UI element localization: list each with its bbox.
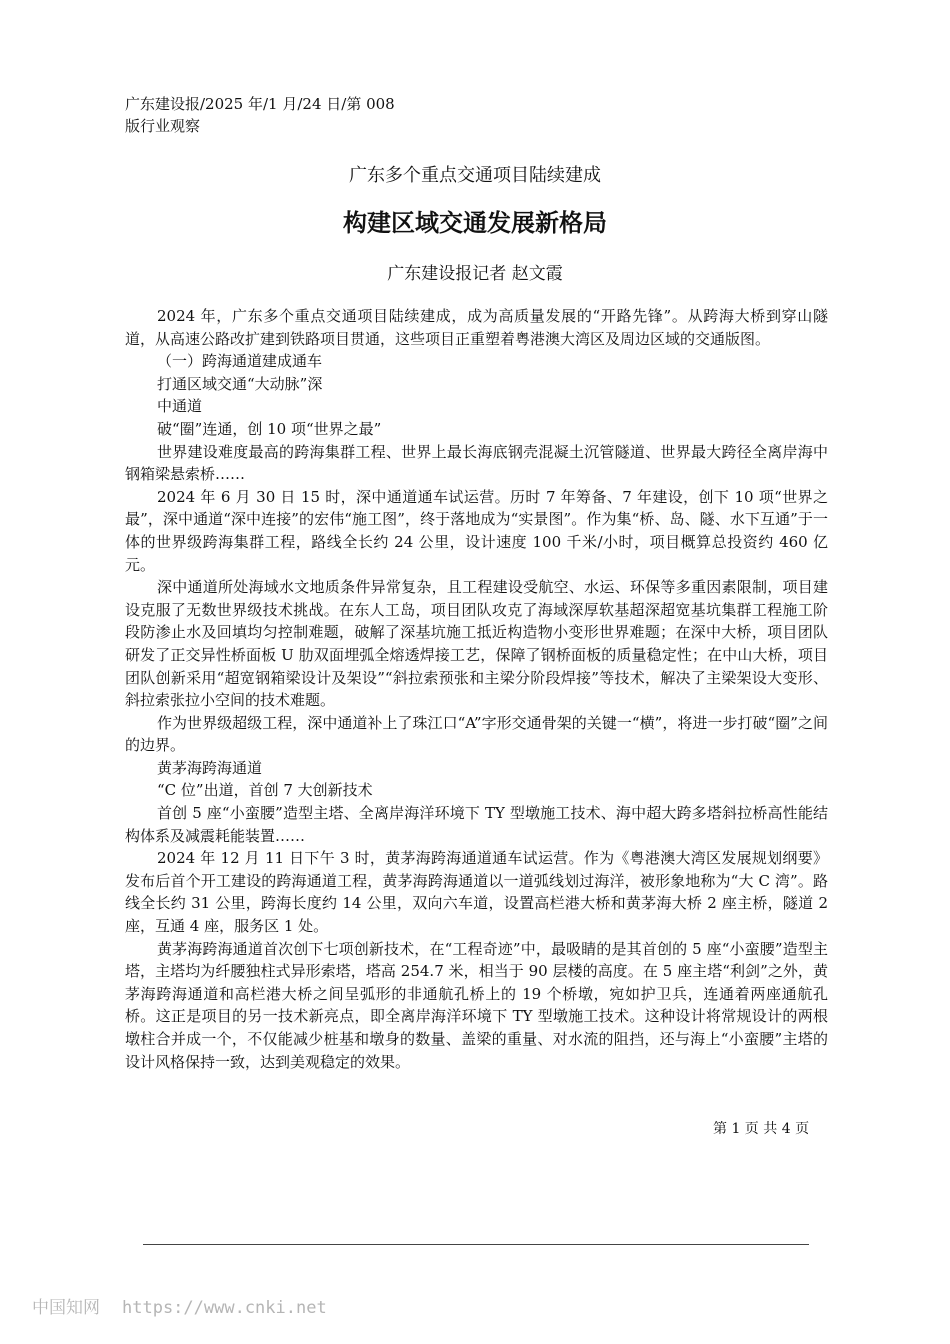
watermark-name: 中国知网: [32, 1298, 100, 1318]
paragraph: 世界建设难度最高的跨海集群工程、世界上最长海底钢壳混凝土沉管隧道、世界最大跨径全离岸海中钢箱梁悬索桥……: [125, 442, 828, 484]
article-body: [125, 305, 828, 1073]
watermark-url: https://www.cnki.net: [122, 1298, 327, 1318]
page-number: 第 1 页 共 4 页: [713, 1121, 810, 1137]
paragraph: 首创 5 座“小蛮腰”造型主塔、全离岸海洋环境下 TY 型墩施工技术、海中超大跨多塔斜拉桥高性能结构体系及减震耗能装置……: [125, 804, 828, 845]
article-headline: 构建区域交通发展新格局: [343, 209, 607, 237]
paragraph: 2024 年 12 月 11 日下午 3 时，黄茅海跨海通道通车试运营。作为《粤港澳大湾区发展规划纲要》发布后首个开工建设的跨海通道工程，黄茅海跨海通道以一道弧线划过海洋，被形象地称为“大 C 湾”。路线全长约 31 公里，跨海长度约 14 公里，双向六车道，设置高栏港大桥和黄茅海大桥 2 座主桥，隧道 2 座，互通 4 座，服务区 1 处。: [125, 849, 828, 936]
paragraph: 2024 年 6 月 30 日 15 时，深中通道通车试运营。历时 7 年筹备、7 年建设，创下 10 项“世界之最”，深中通道“深中连接”的宏伟“施工图”，终于落地成为“实景图”。作为集“桥、岛、隧、水下互通”于一体的世界级跨海集群工程，路线全长约 24 公里，设计速度 100 千米/小时，项目概算总投资约 460 亿元。: [125, 487, 828, 574]
paragraph: 作为世界级超级工程，深中通道补上了珠江口“A”字形交通骨架的关键一“横”，将进一步打破“圈”之间的边界。: [125, 713, 828, 755]
section-heading: 破“圈”连通，创 10 项“世界之最”: [157, 419, 382, 438]
source-citation: [125, 93, 395, 137]
paragraph: 深中通道所处海域水文地质条件异常复杂，且工程建设受航空、水运、环保等多重因素限制，项目建设克服了无数世界级技术挑战。在东人工岛，项目团队攻克了海域深厚软基超深超宽基坑集群工程施工阶段防渗止水及回填均匀控制难题，破解了深基坑施工抵近构造物小变形世界难题；在深中大桥，项目团队研发了正交异性桥面板 U 肋双面埋弧全熔透焊接工艺，保障了钢桥面板的质量稳定性；在中山大桥，项目团队创新采用“超宽钢箱梁设计及架设”“斜拉索预张和主梁分阶段焊接”等技术，解决了主梁架设大变形、斜拉索张拉小空间的技术难题。: [125, 578, 828, 710]
section-heading: “C 位”出道，首创 7 大创新技术: [157, 781, 373, 800]
paragraph: 黄茅海跨海通道首次创下七项创新技术，在“工程奇迹”中，最吸睛的是其首创的 5 座“小蛮腰”造型主塔，主塔均为纤腰独柱式异形索塔，塔高 254.7 米，相当于 90 层楼的高度。在 5 座主塔“利剑”之外，黄茅海跨海通道和高栏港大桥之间呈弧形的非通航孔桥上的 19 个桥墩，宛如护卫兵，连通着两座通航孔桥。这正是项目的另一技术新亮点，即全离岸海洋环境下 TY 型墩施工技术。这种设计将常规设计的两根墩柱合并成一个，不仅能减少桩基和墩身的数量、盖梁的重量、对水流的阻挡，还与海上“小蛮腰”主塔的设计风格保持一致，达到美观稳定的效果。: [125, 939, 828, 1071]
source-line-1: 广东建设报/2025 年/1 月/24 日/第 008: [125, 95, 395, 113]
footer-divider: [143, 1244, 809, 1245]
section-heading: 打通区域交通“大动脉”深: [157, 374, 323, 393]
section-heading: （一）跨海通道建成通车: [157, 352, 323, 371]
section-heading: 中通道: [157, 397, 203, 416]
source-line-2: 版行业观察: [125, 117, 201, 135]
paragraph: 2024 年，广东多个重点交通项目陆续建成，成为高质量发展的“开路先锋”。从跨海大桥到穿山隧道，从高速公路改扩建到铁路项目贯通，这些项目正重塑着粤港澳大湾区及周边区域的交通版图。: [125, 307, 828, 348]
section-heading: 黄茅海跨海通道: [157, 758, 263, 777]
article-byline: 广东建设报记者 赵文霞: [387, 264, 563, 284]
cnki-watermark: [32, 1293, 327, 1318]
article-kicker: 广东多个重点交通项目陆续建成: [349, 165, 601, 186]
